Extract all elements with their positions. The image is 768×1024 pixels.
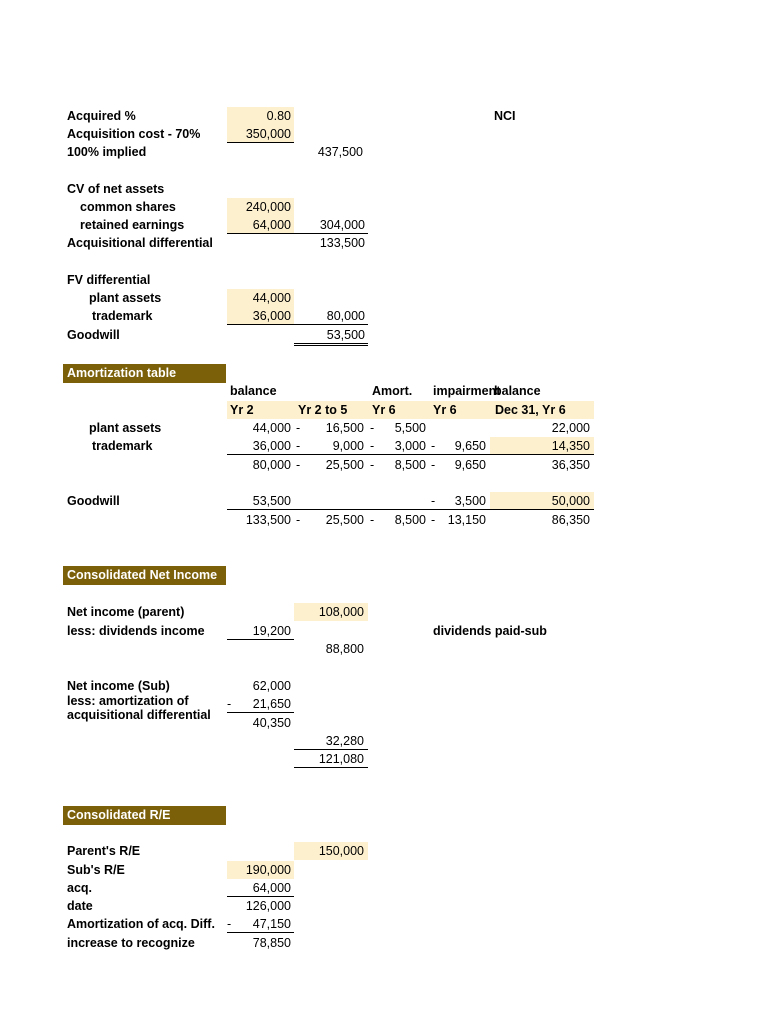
date-re-label: date bbox=[67, 899, 93, 913]
acq-re-label: acq. bbox=[67, 881, 93, 895]
amort-goodwill-balance[interactable]: 50,000 bbox=[490, 492, 594, 510]
goodwill-label: Goodwill bbox=[67, 328, 120, 342]
common-shares-value[interactable]: 240,000 bbox=[227, 198, 294, 216]
col-yr2-header: Yr 2 bbox=[230, 403, 254, 417]
fv-plant-value[interactable]: 44,000 bbox=[227, 289, 294, 307]
acq-diff-value[interactable]: 133,500 bbox=[319, 236, 365, 250]
dash: - bbox=[296, 439, 301, 453]
dash: - bbox=[370, 513, 375, 527]
col-impairment-header: impairment bbox=[433, 384, 501, 398]
fv-trademark-value[interactable]: 36,000 bbox=[227, 307, 294, 325]
col-balance-header: balance bbox=[230, 384, 277, 398]
less-amort-value[interactable]: 21,650 bbox=[227, 695, 294, 713]
acquired-pct-value[interactable]: 0.80 bbox=[227, 107, 294, 125]
nci-label: NCI bbox=[494, 109, 516, 123]
goodwill-row-rule bbox=[294, 509, 430, 510]
fv-total-value[interactable]: 80,000 bbox=[294, 307, 368, 325]
amort-goodwill-yr2[interactable]: 53,500 bbox=[227, 492, 294, 510]
col-yr6-impair-header: Yr 6 bbox=[433, 403, 457, 417]
cni-header: Consolidated Net Income bbox=[63, 566, 226, 585]
col-yr2to5-header: Yr 2 to 5 bbox=[298, 403, 348, 417]
amort-acq-diff-value[interactable]: 47,150 bbox=[227, 915, 294, 933]
col-amort-header: Amort. bbox=[372, 384, 413, 398]
amort-plant-yr2[interactable]: 44,000 bbox=[252, 421, 291, 435]
dash: - bbox=[431, 439, 436, 453]
amort-total-impair[interactable]: 13,150 bbox=[447, 513, 486, 527]
amort-total-yr6[interactable]: 8,500 bbox=[394, 513, 426, 527]
amort-total-yr2[interactable]: 133,500 bbox=[245, 513, 291, 527]
amort-subtotal-yr2to5[interactable]: 25,500 bbox=[325, 458, 364, 472]
amort-subtotal-yr6[interactable]: 8,500 bbox=[394, 458, 426, 472]
date-re-value[interactable]: 126,000 bbox=[245, 899, 291, 913]
div-income-value[interactable]: 19,200 bbox=[227, 622, 294, 640]
dash: - bbox=[296, 421, 301, 435]
implied-label: 100% implied bbox=[67, 145, 147, 159]
div-paid-sub-label: dividends paid-sub bbox=[433, 624, 547, 638]
cv-total-value[interactable]: 304,000 bbox=[294, 216, 368, 234]
cre-header: Consolidated R/E bbox=[63, 806, 226, 825]
cv-net-assets-label: CV of net assets bbox=[67, 182, 165, 196]
ni-parent-value[interactable]: 108,000 bbox=[294, 603, 368, 621]
sub-re-label: Sub's R/E bbox=[67, 863, 125, 877]
dash: - bbox=[431, 513, 436, 527]
acq-cost-label: Acquisition cost - 70% bbox=[67, 127, 201, 141]
parent-adjusted-value[interactable]: 88,800 bbox=[325, 642, 364, 656]
acq-re-value[interactable]: 64,000 bbox=[227, 879, 294, 897]
cni-total-value[interactable]: 121,080 bbox=[294, 750, 368, 768]
retained-earnings-label: retained earnings bbox=[80, 218, 185, 232]
col-dec31-header: Dec 31, Yr 6 bbox=[495, 403, 566, 417]
ni-parent-label: Net income (parent) bbox=[67, 605, 185, 619]
amort-total-balance[interactable]: 86,350 bbox=[551, 513, 590, 527]
amort-goodwill-label: Goodwill bbox=[67, 494, 120, 508]
col-balance-end-header: balance bbox=[494, 384, 541, 398]
sub-share-value[interactable]: 32,280 bbox=[294, 732, 368, 750]
amort-plant-yr2to5[interactable]: 16,500 bbox=[325, 421, 364, 435]
common-shares-label: common shares bbox=[80, 200, 176, 214]
amort-subtotal-yr2[interactable]: 80,000 bbox=[252, 458, 291, 472]
amort-trademark-balance[interactable]: 14,350 bbox=[490, 437, 594, 455]
sub-re-value[interactable]: 190,000 bbox=[227, 861, 294, 879]
amort-subtotal-impair[interactable]: 9,650 bbox=[454, 458, 486, 472]
fv-trademark-label: trademark bbox=[92, 309, 153, 323]
sub-adjusted-value[interactable]: 40,350 bbox=[252, 716, 291, 730]
ni-sub-value[interactable]: 62,000 bbox=[252, 679, 291, 693]
dash: - bbox=[296, 458, 301, 472]
amort-trademark-yr6[interactable]: 3,000 bbox=[368, 437, 430, 455]
amort-plant-yr6[interactable]: 5,500 bbox=[394, 421, 426, 435]
amort-plant-label: plant assets bbox=[89, 421, 162, 435]
dash: - bbox=[370, 458, 375, 472]
dash: - bbox=[431, 494, 436, 508]
acq-diff-label: Acquisitional differential bbox=[67, 236, 213, 250]
parent-re-label: Parent's R/E bbox=[67, 844, 141, 858]
fv-plant-label: plant assets bbox=[89, 291, 162, 305]
col-yr6-amort-header: Yr 6 bbox=[372, 403, 396, 417]
dash: - bbox=[296, 513, 301, 527]
amort-subtotal-balance[interactable]: 36,350 bbox=[551, 458, 590, 472]
amort-goodwill-impair[interactable]: 3,500 bbox=[430, 492, 490, 510]
amort-total-yr2to5[interactable]: 25,500 bbox=[325, 513, 364, 527]
acq-cost-value[interactable]: 350,000 bbox=[227, 125, 294, 143]
dash: - bbox=[227, 917, 232, 931]
div-income-label: less: dividends income bbox=[67, 624, 205, 638]
dash: - bbox=[370, 439, 375, 453]
acquired-pct-label: Acquired % bbox=[67, 109, 136, 123]
goodwill-value[interactable]: 53,500 bbox=[294, 326, 368, 346]
amort-plant-balance[interactable]: 22,000 bbox=[551, 421, 590, 435]
amort-acq-diff-label: Amortization of acq. Diff. bbox=[67, 917, 215, 931]
dash: - bbox=[431, 458, 436, 472]
retained-earnings-value[interactable]: 64,000 bbox=[227, 216, 294, 234]
increase-value[interactable]: 78,850 bbox=[252, 936, 291, 950]
amort-trademark-yr2to5[interactable]: 9,000 bbox=[294, 437, 368, 455]
dash: - bbox=[227, 697, 232, 711]
fv-diff-label: FV differential bbox=[67, 273, 151, 287]
less-amort-label: less: amortization of acquisitional differential bbox=[67, 694, 211, 722]
parent-re-value[interactable]: 150,000 bbox=[294, 842, 368, 860]
amort-trademark-yr2[interactable]: 36,000 bbox=[227, 437, 294, 455]
ni-sub-label: Net income (Sub) bbox=[67, 679, 170, 693]
implied-value[interactable]: 437,500 bbox=[317, 145, 363, 159]
amort-trademark-impair[interactable]: 9,650 bbox=[430, 437, 490, 455]
amort-trademark-label: trademark bbox=[92, 439, 153, 453]
dash: - bbox=[370, 421, 375, 435]
increase-label: increase to recognize bbox=[67, 936, 195, 950]
amortization-table-header: Amortization table bbox=[63, 364, 226, 383]
